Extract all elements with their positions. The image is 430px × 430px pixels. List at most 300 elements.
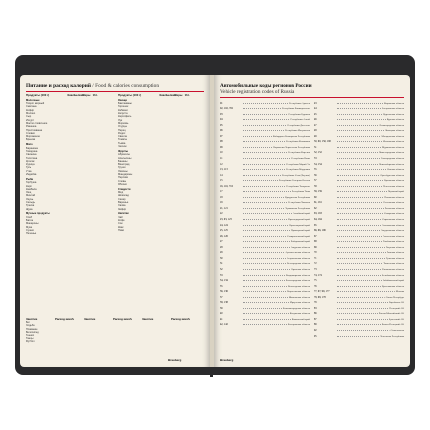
header-cell: Угл. — [184, 93, 190, 97]
region-code: 89 — [314, 323, 317, 327]
region-code: 71 — [314, 256, 317, 260]
dotted-leader — [243, 108, 281, 109]
region-name: Воронежская область — [287, 290, 310, 294]
dotted-leader — [337, 319, 388, 320]
bookmark-ribbon — [210, 367, 213, 377]
activity-row — [26, 340, 204, 343]
region-name: Кемеровская область — [287, 323, 310, 327]
food-name: Молоко — [26, 112, 36, 116]
food-name: Телятина — [26, 156, 38, 160]
food-table-header — [118, 94, 206, 97]
header-cell: Расход ккал/ч — [113, 317, 133, 321]
dotted-leader — [243, 313, 289, 314]
region-code: 27 — [220, 240, 223, 244]
region-code: 32 — [220, 267, 223, 271]
food-name: Кролик — [26, 159, 35, 163]
activity-table — [26, 318, 204, 344]
right-page — [214, 75, 410, 367]
dotted-leader — [337, 152, 378, 153]
region-code: 54, 154 — [314, 162, 322, 166]
region-code: 52, 152 — [314, 151, 322, 155]
region-code: 14 — [220, 173, 223, 177]
dotted-leader — [243, 241, 290, 242]
region-code: 01 — [220, 101, 223, 105]
dotted-leader — [243, 169, 285, 170]
food-section-title: Рыба — [26, 177, 33, 181]
region-code: 67 — [314, 234, 317, 238]
food-row — [118, 208, 206, 211]
header-cell: Занятие — [142, 317, 154, 321]
dotted-leader — [337, 114, 382, 115]
food-section-title: Молочные — [26, 98, 40, 102]
food-row — [26, 208, 114, 211]
food-name: Минтай — [26, 194, 36, 198]
region-codes-column-2 — [314, 99, 404, 338]
activity-name: Бег — [26, 321, 30, 325]
region-code: 58 — [314, 184, 317, 188]
header-cell: Угл. — [92, 93, 98, 97]
food-section-title: Сладости — [118, 187, 131, 191]
food-name: Шоколад — [118, 194, 129, 198]
dotted-leader — [337, 269, 381, 270]
food-row — [26, 173, 114, 176]
region-code: 12 — [220, 162, 223, 166]
dotted-leader — [243, 213, 292, 214]
region-code: 17 — [220, 190, 223, 194]
food-name: Зефир — [118, 207, 127, 211]
region-code: 53 — [314, 157, 317, 161]
region-code: 19 — [220, 201, 223, 205]
food-name: Сушки — [26, 228, 34, 232]
region-name: Республика Калмыкия — [286, 140, 310, 144]
region-code: 03 — [220, 112, 223, 116]
header-cell: Белки — [74, 93, 83, 97]
region-code: 55 — [314, 168, 317, 172]
region-name: Вологодская область — [287, 284, 310, 288]
region-name: Республика Алтай — [290, 118, 310, 122]
region-code: 66, 96, 196 — [314, 229, 326, 233]
title-divider — [26, 91, 204, 92]
header-cell: Расход ккал/ч — [171, 317, 191, 321]
region-name: Новгородская область — [380, 157, 404, 161]
region-name: Брянская область — [291, 267, 310, 271]
region-name: Московская область — [382, 140, 404, 144]
dotted-leader — [337, 336, 379, 337]
food-name: Яблоки — [118, 182, 127, 186]
region-code: 73 — [314, 267, 317, 271]
region-name: Ростовская область — [383, 201, 404, 205]
dotted-leader — [243, 219, 287, 220]
region-name: Мурманская область — [382, 145, 404, 149]
food-name: Говядина — [26, 149, 38, 153]
region-name: Хабаровский край — [290, 240, 310, 244]
food-name: Карп — [26, 184, 32, 188]
food-section-title: Напитки — [118, 212, 129, 216]
dotted-leader — [337, 213, 383, 214]
food-row — [26, 138, 114, 141]
region-name: Тверская область — [385, 245, 404, 249]
region-name: Кабардино-Балкарская Республика — [272, 134, 310, 138]
region-code: 49 — [314, 134, 317, 138]
dotted-leader — [243, 175, 281, 176]
region-name: Белгородская область — [286, 262, 310, 266]
food-name: Свинина — [26, 153, 37, 157]
region-name: г. Севастополь — [388, 328, 404, 332]
region-name: Новосибирская область — [378, 162, 404, 166]
region-name: Самарская область — [383, 212, 404, 216]
header-cell: Занятие — [84, 317, 96, 321]
region-name: Чувашская Республика — [285, 206, 310, 210]
region-name: Чукотский АО — [388, 317, 404, 321]
region-code: 92 — [314, 328, 317, 332]
food-name: Халва — [118, 204, 126, 208]
region-code: 06 — [220, 129, 223, 133]
food-name: Батон — [26, 219, 34, 223]
food-name: Морковь — [118, 121, 129, 125]
dotted-leader — [337, 297, 383, 298]
food-section-title: Овощи — [118, 98, 127, 102]
region-name: Красноярский край — [289, 223, 310, 227]
dotted-leader — [243, 152, 287, 153]
region-code: 04 — [220, 118, 223, 122]
region-code: 42, 142 — [220, 323, 228, 327]
region-name: Республика Башкортостан — [282, 107, 310, 111]
dotted-leader — [337, 169, 386, 170]
header-cell: Продукты (100 г) — [26, 94, 50, 97]
region-name: Томская область — [386, 251, 404, 255]
food-name: Сыр — [26, 115, 32, 119]
food-name: Ряженка — [26, 125, 37, 129]
food-name: Кефир — [26, 108, 34, 112]
region-code: 05 — [220, 123, 223, 127]
food-name: Утка — [26, 169, 32, 173]
food-name: Камбала — [26, 187, 37, 191]
region-name: Свердловская область — [380, 229, 404, 233]
dotted-leader — [243, 252, 284, 253]
codes-title-en: Vehicle registration codes of Russia — [220, 89, 295, 96]
region-name: Ивановская область — [288, 295, 310, 299]
food-name: Чай — [118, 215, 123, 219]
dotted-leader — [243, 147, 272, 148]
right-page-title — [220, 83, 312, 95]
dotted-leader — [337, 302, 388, 303]
region-code: 47 — [314, 123, 317, 127]
region-code: 23, 93, 123 — [220, 218, 232, 222]
food-name: Варенье — [118, 200, 129, 204]
brand-logo: Brauberg — [220, 358, 234, 362]
food-name: Абрикосы — [118, 153, 130, 157]
region-name: Пензенская область — [382, 184, 404, 188]
region-code: 36, 136 — [220, 290, 228, 294]
region-row — [220, 321, 310, 327]
activity-name: Велосипед — [26, 330, 39, 334]
region-name: Магаданская область — [381, 134, 404, 138]
region-code: 62 — [314, 206, 317, 210]
food-name: Картофель — [118, 115, 132, 119]
region-name: Амурская область — [290, 245, 310, 249]
food-name: Лимоны — [118, 169, 128, 173]
food-name: Сельдь — [26, 200, 35, 204]
dotted-leader — [243, 186, 285, 187]
dotted-leader — [337, 236, 382, 237]
region-code: 50, 90, 150, 190 — [314, 140, 331, 144]
food-name: Гусь — [26, 166, 32, 170]
dotted-leader — [337, 230, 380, 231]
region-name: Удмуртская Республика — [284, 195, 310, 199]
dotted-leader — [243, 236, 286, 237]
region-name: Костромская область — [381, 107, 404, 111]
dotted-leader — [243, 308, 282, 309]
food-section-title: Фрукты — [118, 149, 128, 153]
region-name: Еврейская АО — [388, 301, 404, 305]
dotted-leader — [243, 230, 290, 231]
dotted-leader — [337, 247, 385, 248]
region-name: Псковская область — [384, 195, 404, 199]
food-name: Макароны — [26, 222, 39, 226]
region-code: 68 — [314, 240, 317, 244]
food-section-title: Мучные продукты — [26, 212, 50, 216]
food-name: Лещ — [26, 191, 32, 195]
region-name: Рязанская область — [384, 206, 404, 210]
dotted-leader — [337, 291, 393, 292]
dotted-leader — [337, 103, 383, 104]
region-name: Республика Хакасия — [288, 201, 310, 205]
dotted-leader — [337, 119, 386, 120]
region-name: Республика Саха (Якутия) — [282, 173, 310, 177]
food-name: Капуста — [118, 112, 128, 116]
region-code: 65 — [314, 223, 317, 227]
food-name: Редис — [118, 131, 126, 135]
dotted-leader — [337, 125, 378, 126]
region-codes-column-1 — [220, 99, 310, 326]
header-cell: Расход ккал/ч — [55, 317, 75, 321]
dotted-leader — [337, 263, 382, 264]
dotted-leader — [243, 275, 285, 276]
dotted-leader — [243, 286, 287, 287]
region-code: 95 — [314, 334, 317, 338]
food-name: Апельсины — [118, 156, 132, 160]
region-name: Ленинградская область — [379, 123, 404, 127]
dotted-leader — [243, 125, 286, 126]
dotted-leader — [337, 141, 382, 142]
region-name: Волгоградская область — [285, 279, 310, 283]
region-name: Калининградская область — [282, 306, 310, 310]
dotted-leader — [243, 247, 290, 248]
dotted-leader — [337, 308, 388, 309]
header-cell: Белки — [166, 93, 175, 97]
food-name: Творог жирный — [26, 102, 45, 106]
region-code: 83 — [314, 306, 317, 310]
region-name: Саратовская область — [382, 218, 404, 222]
activity-name: Теннис — [26, 334, 35, 338]
region-code: 70 — [314, 251, 317, 255]
dotted-leader — [243, 225, 288, 226]
region-code: 74, 174 — [314, 273, 322, 277]
dotted-leader — [243, 258, 286, 259]
region-row — [314, 332, 404, 338]
food-row — [26, 232, 114, 235]
region-name: Краснодарский край — [288, 218, 310, 222]
dotted-leader — [337, 191, 387, 192]
region-code: 44 — [314, 107, 317, 111]
food-name: Баранина — [26, 146, 38, 150]
region-code: 11 — [220, 157, 223, 161]
region-code: 87 — [314, 317, 317, 321]
dotted-leader — [337, 158, 380, 159]
region-code: 30 — [220, 256, 223, 260]
region-code: 79 — [314, 301, 317, 305]
region-code: 31 — [220, 262, 223, 266]
dotted-leader — [337, 219, 381, 220]
food-section-title: Мясо — [26, 143, 33, 147]
food-table-column-2 — [118, 94, 206, 232]
dotted-leader — [337, 252, 386, 253]
activity-name: Футбол — [26, 340, 35, 344]
region-code: 61, 161 — [314, 201, 322, 205]
dotted-leader — [337, 175, 379, 176]
food-name: Баклажаны — [118, 102, 132, 106]
dotted-leader — [337, 258, 385, 259]
region-code: 64, 164 — [314, 218, 322, 222]
food-name: Простокваша — [26, 128, 43, 132]
dotted-leader — [243, 180, 278, 181]
region-code: 40 — [220, 312, 223, 316]
food-name: Мёд — [118, 191, 124, 195]
food-name: Виноград — [118, 163, 130, 167]
dotted-leader — [243, 119, 289, 120]
region-name: Смоленская область — [382, 234, 404, 238]
food-name: Чеснок — [118, 145, 127, 149]
region-name: Ненецкий АО — [389, 306, 404, 310]
region-name: Тульская область — [385, 256, 404, 260]
food-name: Йогурт — [26, 118, 35, 122]
region-code: 24, 124 — [220, 223, 228, 227]
food-name: Кабачки — [118, 108, 128, 112]
region-code: 60 — [314, 195, 317, 199]
region-name: Карачаево-Черкесская Республика — [273, 145, 310, 149]
dotted-leader — [243, 191, 291, 192]
dotted-leader — [337, 197, 383, 198]
region-code: 56 — [314, 173, 317, 177]
food-name: Щука — [26, 207, 33, 211]
region-code: 34, 134 — [220, 279, 228, 283]
region-name: Приморский край — [290, 229, 310, 233]
region-name: Сахалинская область — [381, 223, 404, 227]
region-name: Архангельская область — [285, 251, 310, 255]
region-code: 41 — [220, 317, 223, 321]
region-code: 72 — [314, 262, 317, 266]
region-code: 43 — [314, 101, 317, 105]
region-name: Республика Карелия — [288, 151, 310, 155]
region-code: 37 — [220, 295, 223, 299]
food-name: Лук — [118, 118, 123, 122]
region-name: Забайкальский край — [382, 279, 404, 283]
activity-name: Ходьба — [26, 324, 35, 328]
food-name: Перец — [118, 128, 126, 132]
region-code: 51 — [314, 145, 317, 149]
dotted-leader — [337, 130, 384, 131]
food-name: Горбуша — [26, 181, 37, 185]
header-cell: Продукты (100 г) — [118, 94, 142, 97]
region-code: 07 — [220, 134, 223, 138]
region-name: Камчатский край — [291, 317, 310, 321]
food-name: Окунь — [26, 197, 34, 201]
food-name: Мука — [26, 225, 33, 229]
dotted-leader — [243, 130, 284, 131]
region-name: Республика Адыгея — [289, 101, 310, 105]
dotted-leader — [243, 158, 290, 159]
region-name: Калужская область — [289, 312, 310, 316]
dotted-leader — [337, 202, 382, 203]
dotted-leader — [337, 147, 381, 148]
region-name: Владимирская область — [285, 273, 310, 277]
region-name: Ярославская область — [381, 284, 404, 288]
region-name: Республика Бурятия — [288, 112, 310, 116]
food-name: Брынза — [26, 138, 36, 142]
codes-title-ru: Автомобильные коды регионов России — [220, 83, 312, 89]
food-name: Огурцы — [118, 125, 128, 129]
food-name: Тыква — [118, 141, 126, 145]
dotted-leader — [337, 225, 381, 226]
region-code: 76 — [314, 284, 317, 288]
food-name: Мороженое — [26, 135, 40, 139]
food-table-header — [26, 94, 114, 97]
food-name: Индейка — [26, 173, 37, 177]
region-name: Республика Татарстан — [286, 184, 310, 188]
region-code: 48 — [314, 129, 317, 133]
region-code: 25, 125 — [220, 229, 228, 233]
region-name: Чеченская Республика — [380, 334, 404, 338]
dotted-leader — [243, 202, 287, 203]
region-name: Оренбургская область — [380, 173, 404, 177]
region-name: Республика Марий Эл — [286, 162, 310, 166]
region-code: 78, 98, 178 — [314, 295, 326, 299]
dotted-leader — [337, 136, 380, 137]
dotted-leader — [337, 108, 381, 109]
left-page — [20, 75, 210, 367]
food-name: Мандарины — [118, 173, 133, 177]
header-cell: Ккал — [67, 93, 74, 97]
region-code: 09 — [220, 145, 223, 149]
dotted-leader — [243, 263, 286, 264]
dotted-leader — [337, 275, 381, 276]
dotted-leader — [337, 313, 378, 314]
region-name: Иркутская область — [290, 301, 310, 305]
dotted-leader — [337, 286, 381, 287]
dotted-leader — [243, 114, 287, 115]
food-name: Курица — [26, 163, 35, 167]
food-name: Свекла — [118, 135, 127, 139]
food-name: Треска — [26, 204, 35, 208]
food-name: Горошек — [118, 105, 129, 109]
food-name: Сахар — [118, 197, 126, 201]
region-name: Республика Мордовия — [286, 168, 310, 172]
dotted-leader — [243, 302, 289, 303]
region-code: 75 — [314, 279, 317, 283]
dotted-leader — [243, 136, 272, 137]
dotted-leader — [337, 208, 384, 209]
dotted-leader — [337, 280, 382, 281]
food-name: Сливки — [26, 131, 35, 135]
region-name: Тюменская область — [383, 262, 404, 266]
region-code: 77, 97, 99, 177 — [314, 290, 330, 294]
food-row — [118, 183, 206, 186]
dotted-leader — [243, 197, 284, 198]
dotted-leader — [337, 186, 382, 187]
region-code: 63, 163 — [314, 212, 322, 216]
region-code: 10 — [220, 151, 223, 155]
title-divider — [220, 97, 404, 98]
